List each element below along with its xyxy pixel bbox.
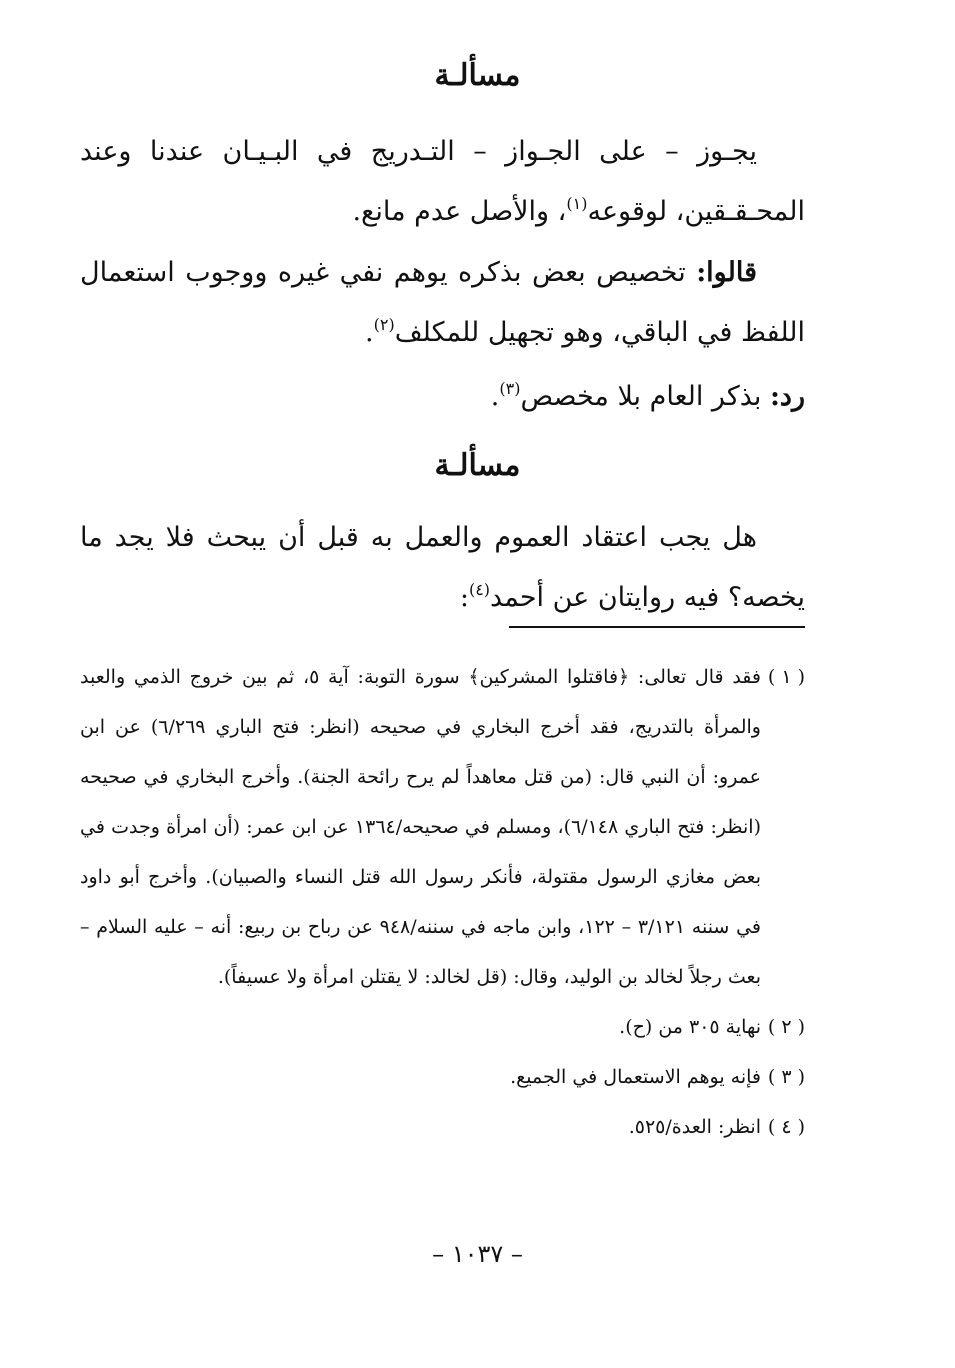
footnote-separator [509,626,805,628]
paragraph-text: بذكر العام بلا مخصص [520,381,770,412]
section-heading: مسألـة [434,448,521,483]
paragraph-text: تخصيص بعض بذكره يوهم نفي غيره ووجوب استعمال اللفظ في الباقي، وهو تجهيل للمكلف [80,257,805,348]
footnote-3 [80,1052,805,1102]
footnote-number: ( ٤ ) [767,1116,805,1138]
footnote-ref-2[interactable]: (٢) [373,315,395,334]
paragraph-1 [80,122,805,242]
footnote-text: فإنه يوهم الاستعمال في الجميع. [510,1066,761,1088]
reply-label: رد: [769,381,805,412]
footnote-1 [80,652,805,1002]
paragraph-tail: ، والأصل عدم مانع. [352,196,567,227]
paragraph-2 [80,243,805,363]
footnote-text: نهاية ٣٠٥ من (ح). [619,1016,761,1038]
footnote-4 [80,1102,805,1152]
footnote-2 [80,1002,805,1052]
paragraph-tail: . [490,381,500,412]
footnote-number: ( ١ ) [767,666,806,688]
footnote-ref-1[interactable]: (١) [566,194,588,213]
page-number: – ١٠٣٧ – [432,1240,523,1268]
paragraph-3 [80,367,805,427]
footnote-ref-4[interactable]: (٤) [468,580,491,599]
footnote-text: انظر: العدة/٥٢٥. [628,1116,761,1138]
footnote-number: ( ٣ ) [767,1066,805,1088]
section-heading: مسألـة [434,58,521,93]
objection-label: قالوا: [696,257,757,288]
footnotes [80,652,805,1152]
paragraph-text: يجـوز – على الجـواز – التـدريج في البـيـان عندنا وعند المحـقـقين، لوقوعه [80,136,805,227]
footnote-text: فقد قال تعالى: ﴿فاقتلوا المشركين﴾ سورة التوبة: آية ٥، ثم بين خروج الذمي والعبد والمرأة بالتدريج، فقد أخرج البخاري في صحيحه (انظر: فتح الباري ٦/٢٦٩) عن ابن عمرو: أن النبي قال: (من قتل معاهداً لم يرح رائحة الجنة). وأخرج البخاري في صحيحه (انظر: فتح الباري ٦/١٤٨)، ومسلم في صحيحه/١٣٦٤ عن ابن عمر: (أن امرأة وجدت في بعض مغازي الرسول مقتولة، فأنكر رسول الله قتل النساء والصبيان). وأخرج أبو داود في سننه ٣/١٢١ – ١٢٢، وابن ماجه في سننه/٩٤٨ عن رباح بن ربيع: أنه – عليه السلام – بعث رجلاً لخالد بن الوليد، وقال: (قل لخالد: لا يقتلن امرأة ولا عسيفاً). [80,666,762,988]
paragraph-tail: : [459,582,469,613]
paragraph-tail: . [365,317,374,348]
paragraph-4 [80,508,805,628]
footnote-number: ( ٢ ) [767,1016,805,1038]
paragraph-text: هل يجب اعتقاد العموم والعمل به قبل أن يبحث فلا يجد ما يخصه؟ فيه روايتان عن أحمد [80,522,805,613]
footnote-ref-3[interactable]: (٣) [499,379,521,398]
